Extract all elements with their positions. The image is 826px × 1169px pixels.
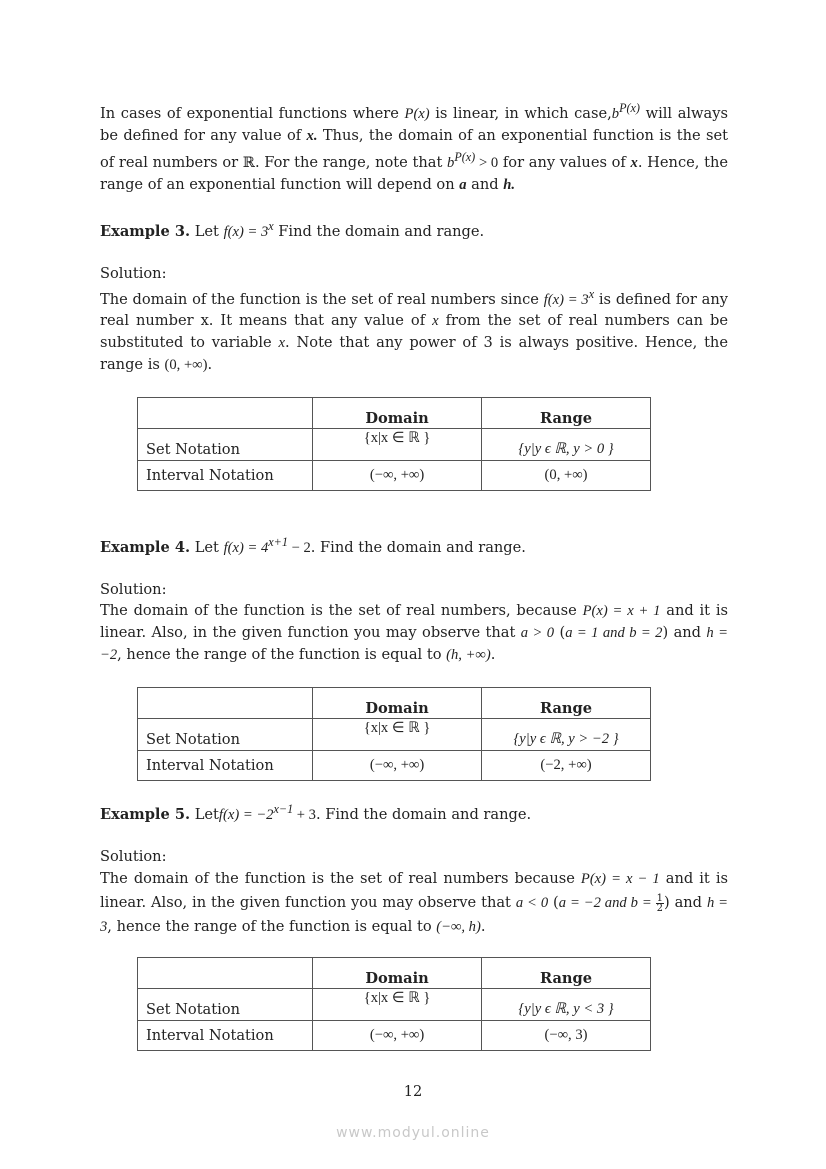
intro-paragraph: In cases of exponential functions where P(x) is linear, in which $case,b^{P(x)}$ will always be defined for any value of x. Thus, the domain of an exponential function is the set of real numbers or ℝ. For the range, note that $b^{P(x)} > 0$ for any values of x. Hence, the range of an exponential function will depend on a and h. <box>100 101 729 193</box>
example-5-solution-text: The domain of the function is the set of real numbers because P(x) = x − 1 and it is linear. Also, in the given function you may observe that a < 0 (a = −2 and b = $\frac{1}{2}$ ) and h = 3, hence the range of the function is equal to (−∞, h). <box>100 870 729 936</box>
document-page <box>100 98 728 1051</box>
table-header-row <box>138 688 651 719</box>
example-4-heading: Example 4. Let $f(x) = 4^{x+1} - 2$. Find the domain and range. <box>100 535 526 557</box>
example-4-solution-text: The domain of the function is the set of real numbers, because P(x) = x + 1 and it is linear. Also, in the given function you may observe that a > 0 (a = 1 and b = 2) and h = −2, hence the range of the function is equal to (h, +∞). <box>100 602 728 664</box>
example-3-heading: Example 3. Let $f(x) = 3^x$ Find the domain and range. <box>100 218 485 240</box>
table-row: Interval Notation (−∞, +∞) (0, +∞) <box>138 461 651 491</box>
domain-header: Domain <box>313 398 482 429</box>
table-row: Set Notation {x|x ∈ ℝ } {y|y ϵ ℝ, y < 3 } <box>138 989 651 1021</box>
table-row: Interval Notation (−∞, +∞) (−2, +∞) <box>138 751 651 781</box>
example-3-solution-label: Solution: <box>100 264 167 282</box>
range-header: Range <box>482 398 651 429</box>
example-4-table <box>137 687 651 781</box>
table-row: Interval Notation (−∞, +∞) (−∞, 3) <box>138 1021 651 1051</box>
table-header-row <box>138 958 651 989</box>
fraction-one-half: $\frac{1}{2}$ <box>656 892 663 914</box>
watermark: www.modyul.online <box>336 1125 490 1141</box>
table-header-row <box>138 398 651 429</box>
page-number: 12 <box>403 1083 423 1100</box>
domain-header: Domain <box>313 958 482 989</box>
table-row: Set Notation {x|x ∈ ℝ } {y|y ϵ ℝ, y > −2 } <box>138 719 651 751</box>
domain-header: Domain <box>313 688 482 719</box>
table-row: Set Notation {x|x ∈ ℝ } {y|y ϵ ℝ, y > 0 } <box>138 429 651 461</box>
example-4-solution-label: Solution: <box>100 581 167 599</box>
range-header: Range <box>482 688 651 719</box>
range-header: Range <box>482 958 651 989</box>
example-3-solution-text: The domain of the function is the set of real numbers since $f(x) = 3^x$ is defined for any real number x. It means that any value of x from the set of real numbers can be substituted to variable x. Note that any power of 3 is always positive. Hence, the range is (0, +∞). <box>100 286 728 374</box>
example-5-heading: Example 5. Letf(x) = $-2^{x-1} + 3$. Find the domain and range. <box>100 802 532 824</box>
example-5-solution-label: Solution: <box>100 848 167 866</box>
example-3-table <box>137 397 651 491</box>
example-5-table <box>137 957 651 1051</box>
